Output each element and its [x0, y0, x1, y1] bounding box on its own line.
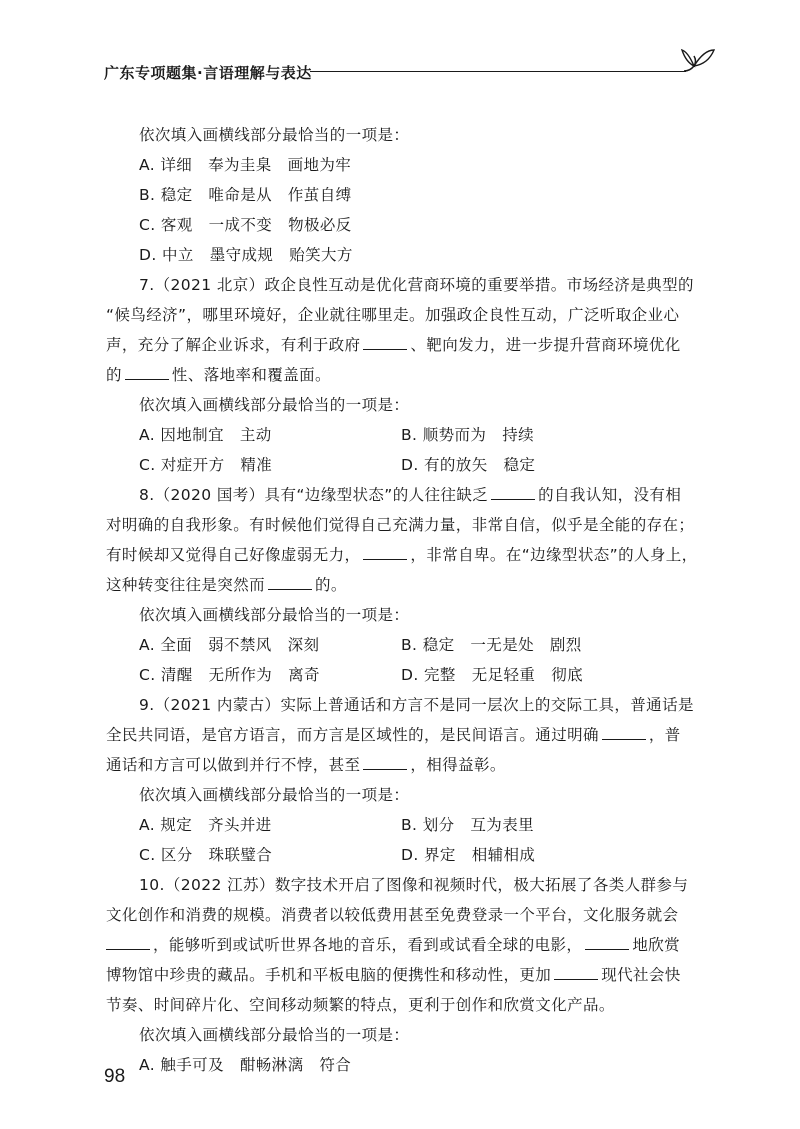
q9-option-a: A. 规定 齐头并进	[139, 816, 272, 834]
q8-line-4	[106, 570, 712, 600]
q7-option-d: D. 有的放矢 稳定	[401, 456, 536, 474]
q10-option-a: A. 触手可及 酣畅淋漓 符合	[139, 1056, 352, 1074]
q7-options-row-1	[106, 420, 712, 450]
q7-blank-2	[125, 361, 169, 380]
page-content	[106, 120, 712, 1080]
q7-option-b: B. 顺势而为 持续	[401, 426, 534, 444]
q9-blank-2	[363, 751, 407, 770]
q6-option-b: B. 稳定 唯命是从 作茧自缚	[139, 186, 352, 204]
q7-text: 、靶向发力，进一步提升营商环境优化	[410, 336, 681, 354]
q10-text: 博物馆中珍贵的藏品。手机和平板电脑的便携性和移动性，更加	[106, 966, 552, 984]
q7-prompt: 依次填入画横线部分最恰当的一项是：	[139, 396, 410, 414]
q10-blank-3	[554, 961, 598, 980]
q10-line-4	[106, 960, 712, 990]
q9-option-c: C. 区分 珠联璧合	[139, 846, 273, 864]
q10-line-2: 文化创作和消费的规模。消费者以较低费用甚至免费登录一个平台，文化服务就会	[106, 906, 679, 924]
q8-options-row-2	[106, 660, 712, 690]
header-rule	[310, 71, 686, 72]
q7-blank-1	[363, 331, 407, 350]
q10-line-3	[106, 930, 712, 960]
q7-option-c: C. 对症开方 精准	[139, 456, 273, 474]
q10-line-1: 10.（2022 江苏）数字技术开启了图像和视频时代，极大拓展了各类人群参与	[139, 876, 689, 894]
q7-text: 的	[106, 366, 122, 384]
q8-text: 的自我认知，没有相	[538, 486, 682, 504]
q7-text: 性、落地率和覆盖面。	[171, 366, 331, 384]
q9-option-b: B. 划分 互为表里	[401, 816, 534, 834]
q6-option-d: D. 中立 墨守成规 贻笑大方	[139, 246, 353, 264]
q9-line-1: 9.（2021 内蒙古）实际上普通话和方言不是同一层次上的交际工具，普通话是	[139, 696, 694, 714]
q7-text: 声，充分了解企业诉求，有利于政府	[106, 336, 361, 354]
q9-options-row-2	[106, 840, 712, 870]
q10-line-5: 节奏、时间碎片化、空间移动频繁的特点，更利于创作和欣赏文化产品。	[106, 996, 615, 1014]
q10-blank-2	[585, 931, 629, 950]
q10-text: 地欣赏	[632, 936, 681, 954]
q8-text: 有时候却又觉得自己好像虚弱无力，	[106, 546, 361, 564]
q6-prompt: 依次填入画横线部分最恰当的一项是：	[139, 126, 410, 144]
q7-options-row-2	[106, 450, 712, 480]
q8-option-c: C. 清醒 无所作为 离奇	[139, 666, 320, 684]
page-header	[104, 56, 724, 88]
q7-line-2: “候鸟经济”，哪里环境好，企业就往哪里走。加强政企良性互动，广泛听取企业心	[106, 306, 680, 324]
q9-text: ，普	[648, 726, 681, 744]
q9-blank-1	[602, 721, 646, 740]
q10-text: 现代社会快	[601, 966, 681, 984]
q8-line-3	[106, 540, 712, 570]
q10-blank-1	[106, 931, 150, 950]
q10-prompt: 依次填入画横线部分最恰当的一项是：	[139, 1026, 410, 1044]
q7-line-3	[106, 330, 712, 360]
q8-option-a: A. 全面 弱不禁风 深刻	[139, 636, 320, 654]
q8-text: 的。	[315, 576, 347, 594]
q9-options-row-1	[106, 810, 712, 840]
q9-line-2	[106, 720, 712, 750]
page-number: 98	[104, 1066, 126, 1087]
sprout-leaf-icon	[680, 44, 724, 80]
q8-text: 8.（2020 国考）具有“边缘型状态”的人往往缺乏	[139, 486, 489, 504]
q6-option-a: A. 详细 奉为圭臬 画地为牢	[139, 156, 352, 174]
q7-option-a: A. 因地制宜 主动	[139, 426, 272, 444]
q8-option-b: B. 稳定 一无是处 剧烈	[401, 636, 582, 654]
q10-text: ，能够听到或试听世界各地的音乐，看到或试看全球的电影，	[153, 936, 583, 954]
q8-blank-3	[268, 571, 312, 590]
q8-prompt: 依次填入画横线部分最恰当的一项是：	[139, 606, 410, 624]
q9-text: ，相得益彰。	[410, 756, 506, 774]
q9-text: 全民共同语，是官方语言，而方言是区域性的，是民间语言。通过明确	[106, 726, 599, 744]
q9-text: 通话和方言可以做到并行不悖，甚至	[106, 756, 361, 774]
q8-blank-2	[363, 541, 407, 560]
q8-line-2: 对明确的自我形象。有时候他们觉得自己充满力量，非常自信，似乎是全能的存在；	[106, 516, 695, 534]
q8-text: 这种转变往往是突然而	[106, 576, 266, 594]
q8-line-1	[106, 480, 712, 510]
q8-blank-1	[491, 481, 535, 500]
q9-option-d: D. 界定 相辅相成	[401, 846, 536, 864]
q7-line-4	[106, 360, 712, 390]
q6-option-c: C. 客观 一成不变 物极必反	[139, 216, 352, 234]
q8-text: ，非常自卑。在“边缘型状态”的人身上，	[410, 546, 698, 564]
q9-prompt: 依次填入画横线部分最恰当的一项是：	[139, 786, 410, 804]
header-title: 广东专项题集·言语理解与表达	[104, 64, 312, 82]
q7-line-1: 7.（2021 北京）政企良性互动是优化营商环境的重要举措。市场经济是典型的	[139, 276, 694, 294]
q8-option-d: D. 完整 无足轻重 彻底	[401, 666, 583, 684]
q8-options-row-1	[106, 630, 712, 660]
q9-line-3	[106, 750, 712, 780]
